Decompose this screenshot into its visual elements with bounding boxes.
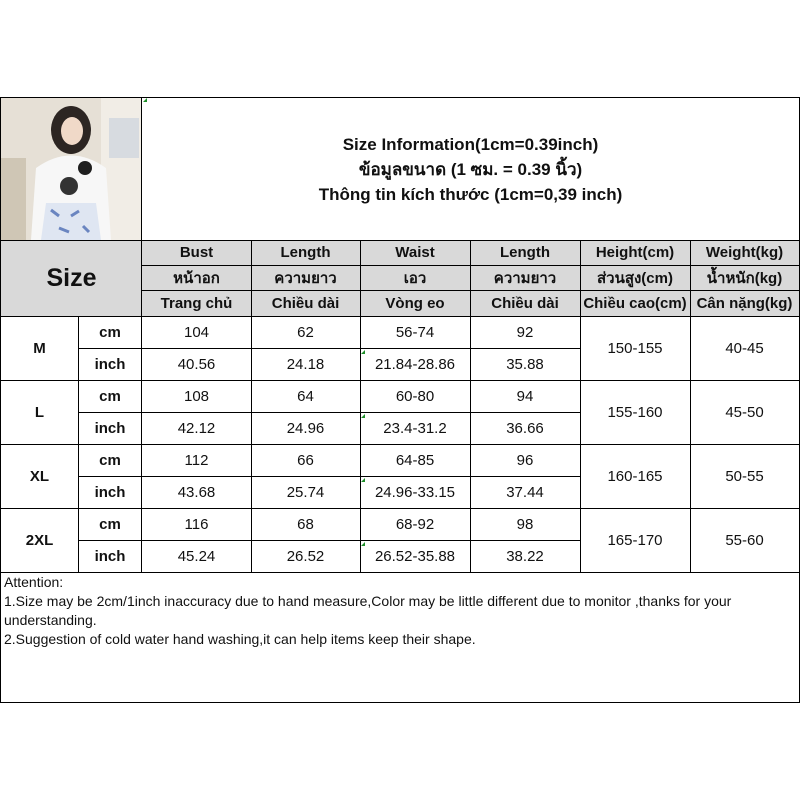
cell-corner-mark xyxy=(361,478,365,482)
measure-cm-value: 66 xyxy=(297,451,314,469)
grid-line xyxy=(0,97,800,98)
measure-cm-value: 96 xyxy=(516,451,534,469)
size-name: 2XL xyxy=(25,531,54,549)
column-header-5-vi: Chiều cao(cm) xyxy=(583,294,687,312)
cell-corner-mark xyxy=(361,542,365,546)
column-header-2-en: Length xyxy=(280,244,331,261)
notes-item-2: 2.Suggestion of cold water hand washing,it can help items keep their shape. xyxy=(4,631,476,647)
measure-inch-value: 37.44 xyxy=(506,483,544,501)
measure-cm-value: 64-85 xyxy=(395,451,435,469)
measure-inch-value: 21.84-28.86 xyxy=(374,355,456,373)
unit-label-inch: inch xyxy=(94,483,126,501)
grid-line xyxy=(142,265,800,266)
unit-label-inch: inch xyxy=(94,355,126,373)
weight-range: 40-45 xyxy=(725,339,764,357)
measure-inch-value: 42.12 xyxy=(177,419,216,437)
grid-line xyxy=(78,476,580,477)
grid-line xyxy=(0,240,800,241)
column-header-4-en: Length xyxy=(500,244,550,261)
column-header-5-en: Height(cm) xyxy=(595,244,675,261)
height-range: 155-160 xyxy=(607,403,663,421)
column-header-3-en: Waist xyxy=(395,244,435,261)
unit-label-cm: cm xyxy=(99,387,121,405)
grid-line xyxy=(78,540,580,541)
cell-corner-mark xyxy=(361,350,365,354)
measure-cm-value: 64 xyxy=(297,387,314,405)
measure-inch-value: 38.22 xyxy=(506,547,544,565)
grid-line xyxy=(0,316,800,317)
grid-line xyxy=(0,508,800,509)
measure-cm-value: 98 xyxy=(516,515,534,533)
grid-line xyxy=(690,240,691,573)
measure-cm-value: 108 xyxy=(183,387,210,405)
size-name: L xyxy=(34,403,45,421)
grid-line xyxy=(141,97,142,316)
size-info-header xyxy=(142,98,799,240)
measure-cm-value: 92 xyxy=(516,323,534,341)
grid-line xyxy=(470,240,471,573)
column-header-3-th: เอว xyxy=(403,269,427,287)
column-header-6-en: Weight(kg) xyxy=(705,244,784,261)
measure-inch-value: 24.18 xyxy=(286,355,325,373)
grid-line xyxy=(78,348,580,349)
size-name: XL xyxy=(29,467,50,485)
measure-inch-value: 24.96 xyxy=(286,419,325,437)
cell-corner-mark xyxy=(361,414,365,418)
measure-inch-value: 25.74 xyxy=(286,483,325,501)
notes-title: Attention: xyxy=(4,574,64,590)
weight-range: 50-55 xyxy=(725,467,764,485)
measure-inch-value: 35.88 xyxy=(506,355,544,373)
grid-line xyxy=(0,444,800,445)
weight-range: 45-50 xyxy=(725,403,764,421)
column-header-6-vi: Cân nặng(kg) xyxy=(696,294,793,312)
unit-label-inch: inch xyxy=(94,419,126,437)
measure-cm-value: 62 xyxy=(297,323,314,341)
column-header-1-en: Bust xyxy=(179,244,214,261)
measure-inch-value: 24.96-33.15 xyxy=(374,483,456,501)
measure-inch-value: 40.56 xyxy=(177,355,216,373)
measure-cm-value: 60-80 xyxy=(395,387,435,405)
measure-cm-value: 116 xyxy=(184,515,209,533)
measure-inch-value: 26.52-35.88 xyxy=(374,547,456,565)
unit-label-cm: cm xyxy=(99,451,121,469)
measure-cm-value: 112 xyxy=(184,451,209,469)
measure-cm-value: 94 xyxy=(516,387,534,405)
column-header-1-th: หน้าอก xyxy=(173,269,220,287)
header-title-en: Size Information(1cm=0.39inch) xyxy=(342,134,599,154)
unit-label-inch: inch xyxy=(94,547,126,565)
grid-line xyxy=(0,702,800,703)
product-photo xyxy=(1,98,142,240)
weight-range: 55-60 xyxy=(725,531,764,549)
column-header-4-th: ความยาว xyxy=(493,269,557,287)
grid-line xyxy=(0,380,800,381)
measure-inch-value: 45.24 xyxy=(177,547,216,565)
grid-line xyxy=(251,240,252,573)
size-label: Size xyxy=(46,263,97,292)
column-header-4-vi: Chiều dài xyxy=(491,294,559,312)
height-range: 150-155 xyxy=(607,339,663,357)
measure-inch-value: 23.4-31.2 xyxy=(383,419,447,437)
column-header-3-vi: Vòng eo xyxy=(385,294,445,312)
measure-inch-value: 43.68 xyxy=(177,483,216,501)
height-range: 165-170 xyxy=(607,531,663,549)
grid-line xyxy=(580,240,581,573)
column-header-2-vi: Chiều dài xyxy=(271,294,340,312)
measure-cm-value: 68-92 xyxy=(395,515,435,533)
notes-item-1: 1.Size may be 2cm/1inch inaccuracy due to hand measure,Color may be little different due to monitor ,thanks for your understanding. xyxy=(4,593,732,628)
grid-line xyxy=(78,412,580,413)
column-header-1-vi: Trang chủ xyxy=(160,294,233,312)
column-header-5-th: ส่วนสูง(cm) xyxy=(597,269,673,287)
unit-label-cm: cm xyxy=(99,515,121,533)
grid-line xyxy=(360,240,361,573)
header-title-th: ข้อมูลขนาด (1 ซม. = 0.39 นิ้ว) xyxy=(358,159,583,179)
size-name: M xyxy=(33,339,46,357)
height-range: 160-165 xyxy=(607,467,663,485)
measure-cm-value: 56-74 xyxy=(395,323,435,341)
measure-inch-value: 26.52 xyxy=(286,547,325,565)
attention-notes xyxy=(4,573,796,649)
cell-corner-mark xyxy=(143,98,147,102)
measure-inch-value: 36.66 xyxy=(506,419,544,437)
measure-cm-value: 104 xyxy=(183,323,210,341)
header-title-vi: Thông tin kích thước (1cm=0,39 inch) xyxy=(318,184,623,204)
grid-line xyxy=(142,290,800,291)
measure-cm-value: 68 xyxy=(297,515,314,533)
column-header-6-th: น้ำหนัก(kg) xyxy=(706,269,783,287)
unit-label-cm: cm xyxy=(99,323,121,341)
column-header-2-th: ความยาว xyxy=(274,269,337,287)
grid-line xyxy=(0,97,1,703)
